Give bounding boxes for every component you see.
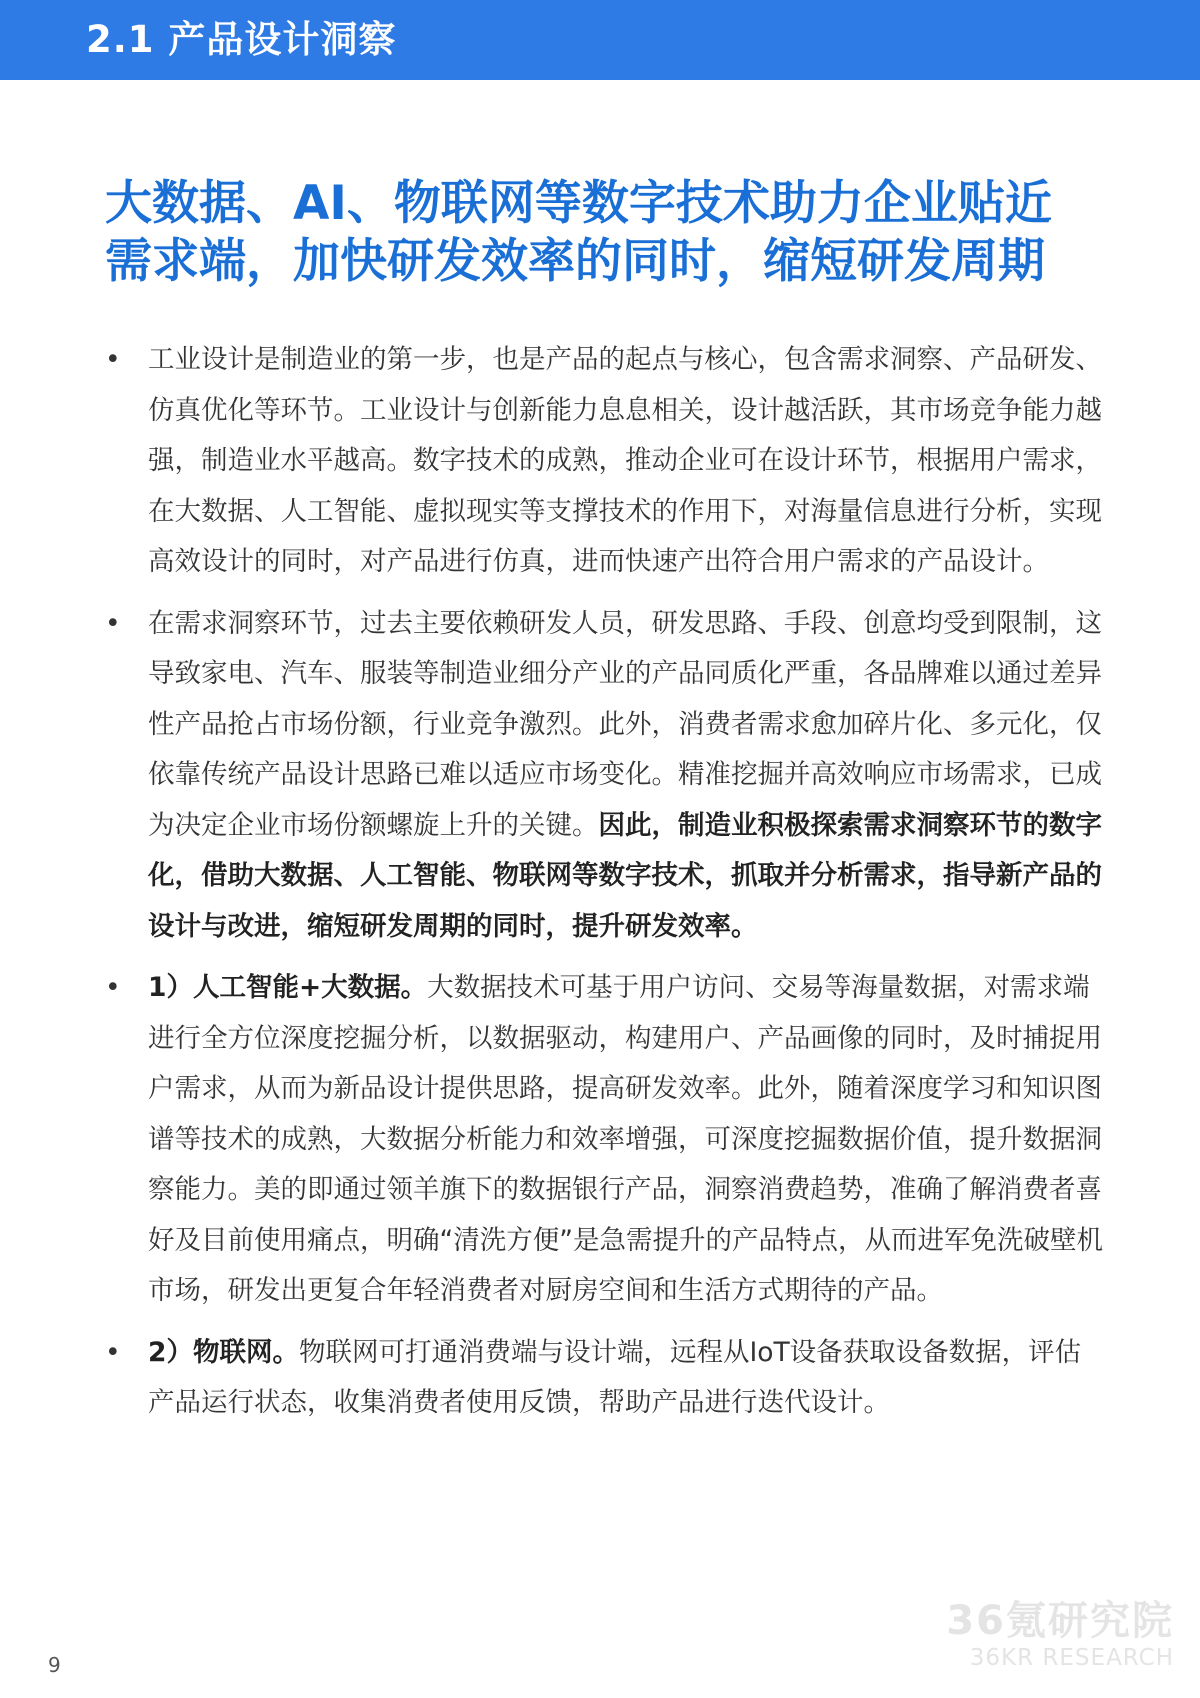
- headline-line-1: 大数据、AI、物联网等数字技术助力企业贴近: [105, 176, 1052, 231]
- bullet-icon: •: [105, 972, 121, 1003]
- paragraph-body: 大数据技术可基于用户访问、交易等海量数据，对需求端进行全方位深度挖掘分析，以数据驱动，构建用户、产品画像的同时，及时捕捉用户需求，从而为新品设计提供思路，提高研发效率。此外，随着深度学习和知识图谱等技术的成熟，大数据分析能力和效率增强，可深度挖掘数据价值，提升数据洞察能力。美的即通过领羊旗下的数据银行产品，洞察消费趋势，准确了解消费者喜好及目前使用痛点，明确“清洗方便”是急需提升的产品特点，从而进军免洗破壁机市场，研发出更复合年轻消费者对厨房空间和生活方式期待的产品。: [148, 972, 1103, 1306]
- bullet-paragraph-iot: [105, 1328, 1105, 1429]
- watermark-chinese: 36氪研究院: [946, 1598, 1174, 1644]
- paragraph-text: [148, 335, 1105, 588]
- paragraph-heading: 1）人工智能+大数据。: [148, 972, 428, 1003]
- section-title: 2.1 产品设计洞察: [86, 18, 397, 61]
- paragraph-body: 物联网可打通消费端与设计端，远程从IoT设备获取设备数据，评估产品运行状态，收集消费者使用反馈，帮助产品进行迭代设计。: [148, 1336, 1082, 1418]
- body-content: [105, 335, 1105, 1440]
- paragraph-body: 在需求洞察环节，过去主要依赖研发人员，研发思路、手段、创意均受到限制，这导致家电、汽车、服装等制造业细分产业的产品同质化严重，各品牌难以通过差异性产品抢占市场份额，行业竞争激烈。此外，消费者需求愈加碎片化、多元化，仅依靠传统产品设计思路已难以适应市场变化。精准挖掘并高效响应市场需求，已成为决定企业市场份额螺旋上升的关键。: [148, 607, 1102, 841]
- bullet-paragraph-industrial-design: [105, 335, 1105, 588]
- watermark-english: 36KR RESEARCH: [969, 1645, 1174, 1671]
- paragraph-text: [148, 599, 1105, 953]
- bullet-icon: •: [105, 1336, 121, 1368]
- bullet-icon: •: [105, 607, 121, 639]
- bullet-icon: •: [105, 344, 121, 375]
- paragraph-emphasis: 因此，制造业积极探索需求洞察环节的数字化，借助大数据、人工智能、物联网等数字技术，抓取并分析需求，指导新产品的设计与改进，缩短研发周期的同时，提升研发效率。: [148, 809, 1102, 942]
- page-number: 9: [48, 1653, 61, 1677]
- paragraph-heading: 2）物联网。: [148, 1336, 299, 1368]
- page-headline: [105, 175, 1105, 291]
- headline-line-2: 需求端，加快研发效率的同时，缩短研发周期: [105, 234, 1045, 289]
- paragraph-text: [148, 963, 1105, 1317]
- section-header-bar: [0, 0, 1200, 80]
- paragraph-body: 工业设计是制造业的第一步，也是产品的起点与核心，包含需求洞察、产品研发、仿真优化等环节。工业设计与创新能力息息相关，设计越活跃，其市场竞争能力越强，制造业水平越高。数字技术的成熟，推动企业可在设计环节，根据用户需求，在大数据、人工智能、虚拟现实等支撑技术的作用下，对海量信息进行分析，实现高效设计的同时，对产品进行仿真，进而快速产出符合用户需求的产品设计。: [148, 344, 1102, 577]
- paragraph-text: [148, 1328, 1105, 1429]
- bullet-paragraph-ai-bigdata: [105, 963, 1105, 1317]
- bullet-paragraph-demand-insight: [105, 599, 1105, 953]
- brand-watermark: [946, 1598, 1174, 1672]
